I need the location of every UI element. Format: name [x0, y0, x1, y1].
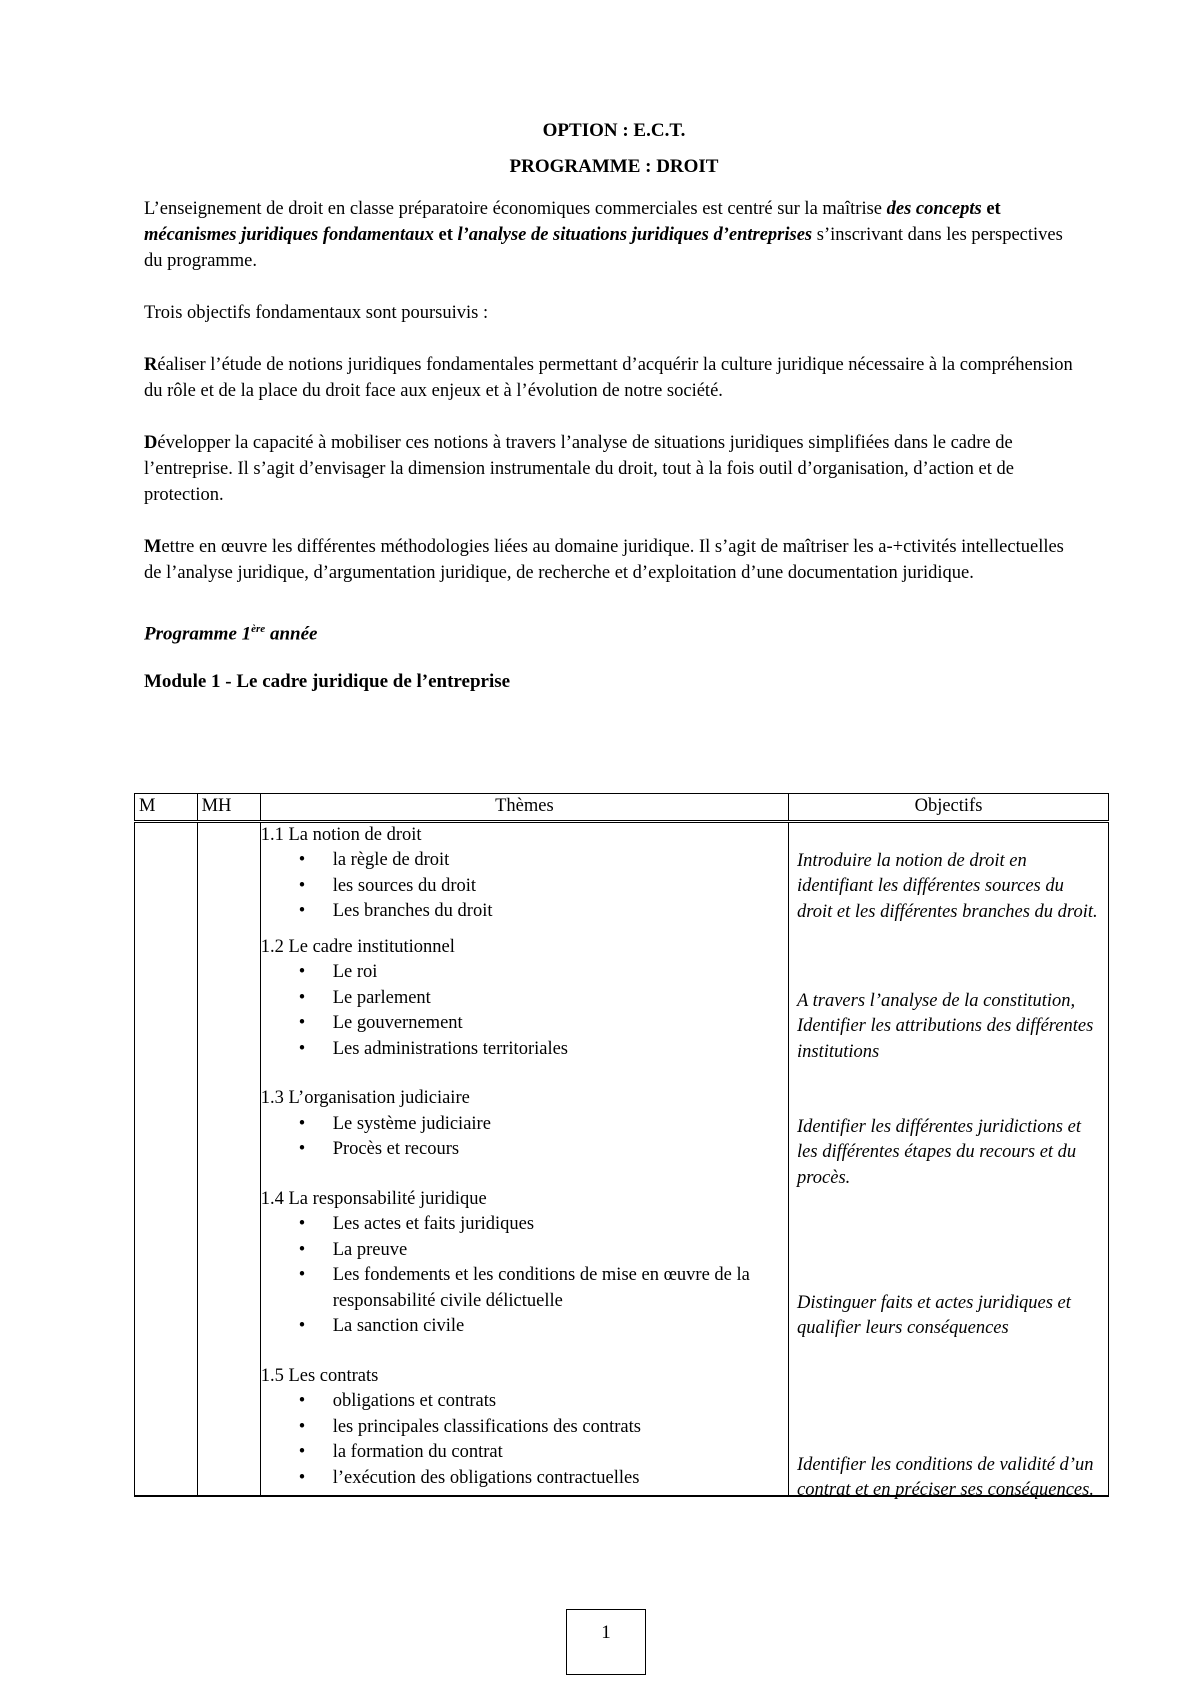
theme-title: 1.4 La responsabilité juridique: [260, 1188, 487, 1209]
theme-list: [261, 1112, 788, 1163]
intro-paragraph: L’enseignement de droit en classe préparatoire économiques commerciales est centré sur la maîtrise des concepts et mécanismes juridiques fondamentaux et l’analyse de situations juridiques d’entreprises s’inscrivant dans les perspectives du programme.: [144, 199, 1063, 271]
theme-1: [261, 823, 788, 925]
list-item: • Les administrations territoriales: [298, 1038, 568, 1059]
theme-list: [261, 1389, 788, 1491]
header-themes: Thèmes: [260, 794, 788, 822]
theme-list: [261, 1212, 788, 1340]
table-row: [135, 821, 1109, 1496]
theme-title: 1.2 Le cadre institutionnel: [260, 936, 455, 957]
theme-2: [261, 935, 788, 1063]
objective-2: A travers l’analyse de la constitution, Identifier les attributions des différentes institutions: [797, 990, 1094, 1062]
objective-1: Introduire la notion de droit en identifiant les différentes sources du droit et les différentes branches du droit.: [797, 850, 1098, 922]
list-item: • l’exécution des obligations contractuelles: [298, 1467, 640, 1488]
objective-paragraph-2: Développer la capacité à mobiliser ces notions à travers l’analyse de situations juridiques simplifiées dans le cadre de l’entreprise. Il s’agit d’envisager la dimension instrumentale du droit, tout à la fois outil d’organisation, d’action et de protection.: [144, 433, 1014, 505]
programme-title: PROGRAMME : DROIT: [509, 156, 719, 177]
programme-year-heading: Programme 1ère année: [144, 623, 318, 645]
header-mh: MH: [197, 794, 260, 822]
list-item: • Le système judiciaire: [298, 1113, 491, 1134]
list-item: • Le parlement: [298, 987, 431, 1008]
list-item: • La preuve: [298, 1239, 408, 1260]
objective-3: Identifier les différentes juridictions et les différentes étapes du recours et du procès.: [797, 1116, 1081, 1188]
objectives-cell: [789, 821, 1109, 1500]
document-body: [144, 118, 1084, 695]
list-item: • Les branches du droit: [298, 901, 493, 921]
theme-4: [261, 1187, 788, 1340]
theme-list: [261, 960, 788, 1062]
objective-paragraph-3: Mettre en œuvre les différentes méthodologies liées au domaine juridique. Il s’agit de maîtriser les a-+ctivités intellectuelles de l’analyse juridique, d’argumentation juridique, de recherche et d’exploitation d’une documentation juridique.: [144, 537, 1064, 583]
m-cell: [135, 821, 198, 1496]
list-item: • Le gouvernement: [298, 1013, 463, 1033]
option-title: OPTION : E.C.T.: [542, 120, 686, 141]
list-item: • Le roi: [298, 962, 378, 982]
objectives-intro: Trois objectifs fondamentaux sont poursuivis :: [144, 303, 489, 323]
module-heading: Module 1 - Le cadre juridique de l’entreprise: [144, 671, 511, 693]
mh-cell: [197, 821, 260, 1496]
objective-paragraph-1: Réaliser l’étude de notions juridiques fondamentales permettant d’acquérir la culture juridique nécessaire à la compréhension du rôle et de la place du droit face aux enjeux et à l’évolution de notre société.: [144, 355, 1073, 401]
list-item: • Procès et recours: [298, 1139, 460, 1159]
list-item: • la formation du contrat: [298, 1442, 503, 1462]
list-item: • les sources du droit: [298, 875, 477, 896]
list-item: • les principales classifications des contrats: [298, 1416, 641, 1437]
header-objectifs: Objectifs: [789, 794, 1109, 822]
list-item: • Les actes et faits juridiques: [298, 1214, 535, 1234]
theme-5: [261, 1364, 788, 1492]
objective-5: Identifier les conditions de validité d’un contrat et en préciser ses conséquences.: [797, 1454, 1094, 1500]
header-m: M: [135, 794, 198, 822]
page-number: 1: [566, 1609, 646, 1675]
list-item: • Les fondements et les conditions de mise en œuvre de la responsabilité civile délictuelle: [298, 1265, 750, 1311]
theme-title: 1.1 La notion de droit: [260, 824, 422, 845]
theme-3: [261, 1086, 788, 1163]
theme-title: 1.3 L’organisation judiciaire: [260, 1088, 470, 1108]
theme-title: 1.5 Les contrats: [260, 1365, 379, 1386]
themes-cell: [260, 821, 788, 1496]
list-item: • La sanction civile: [298, 1316, 465, 1336]
table-header-row: [135, 794, 1109, 822]
list-item: • la règle de droit: [298, 850, 450, 870]
list-item: • obligations et contrats: [298, 1391, 497, 1411]
module-table: [134, 793, 1109, 1500]
theme-list: [261, 848, 788, 925]
objective-4: Distinguer faits et actes juridiques et qualifier leurs conséquences: [797, 1292, 1071, 1338]
